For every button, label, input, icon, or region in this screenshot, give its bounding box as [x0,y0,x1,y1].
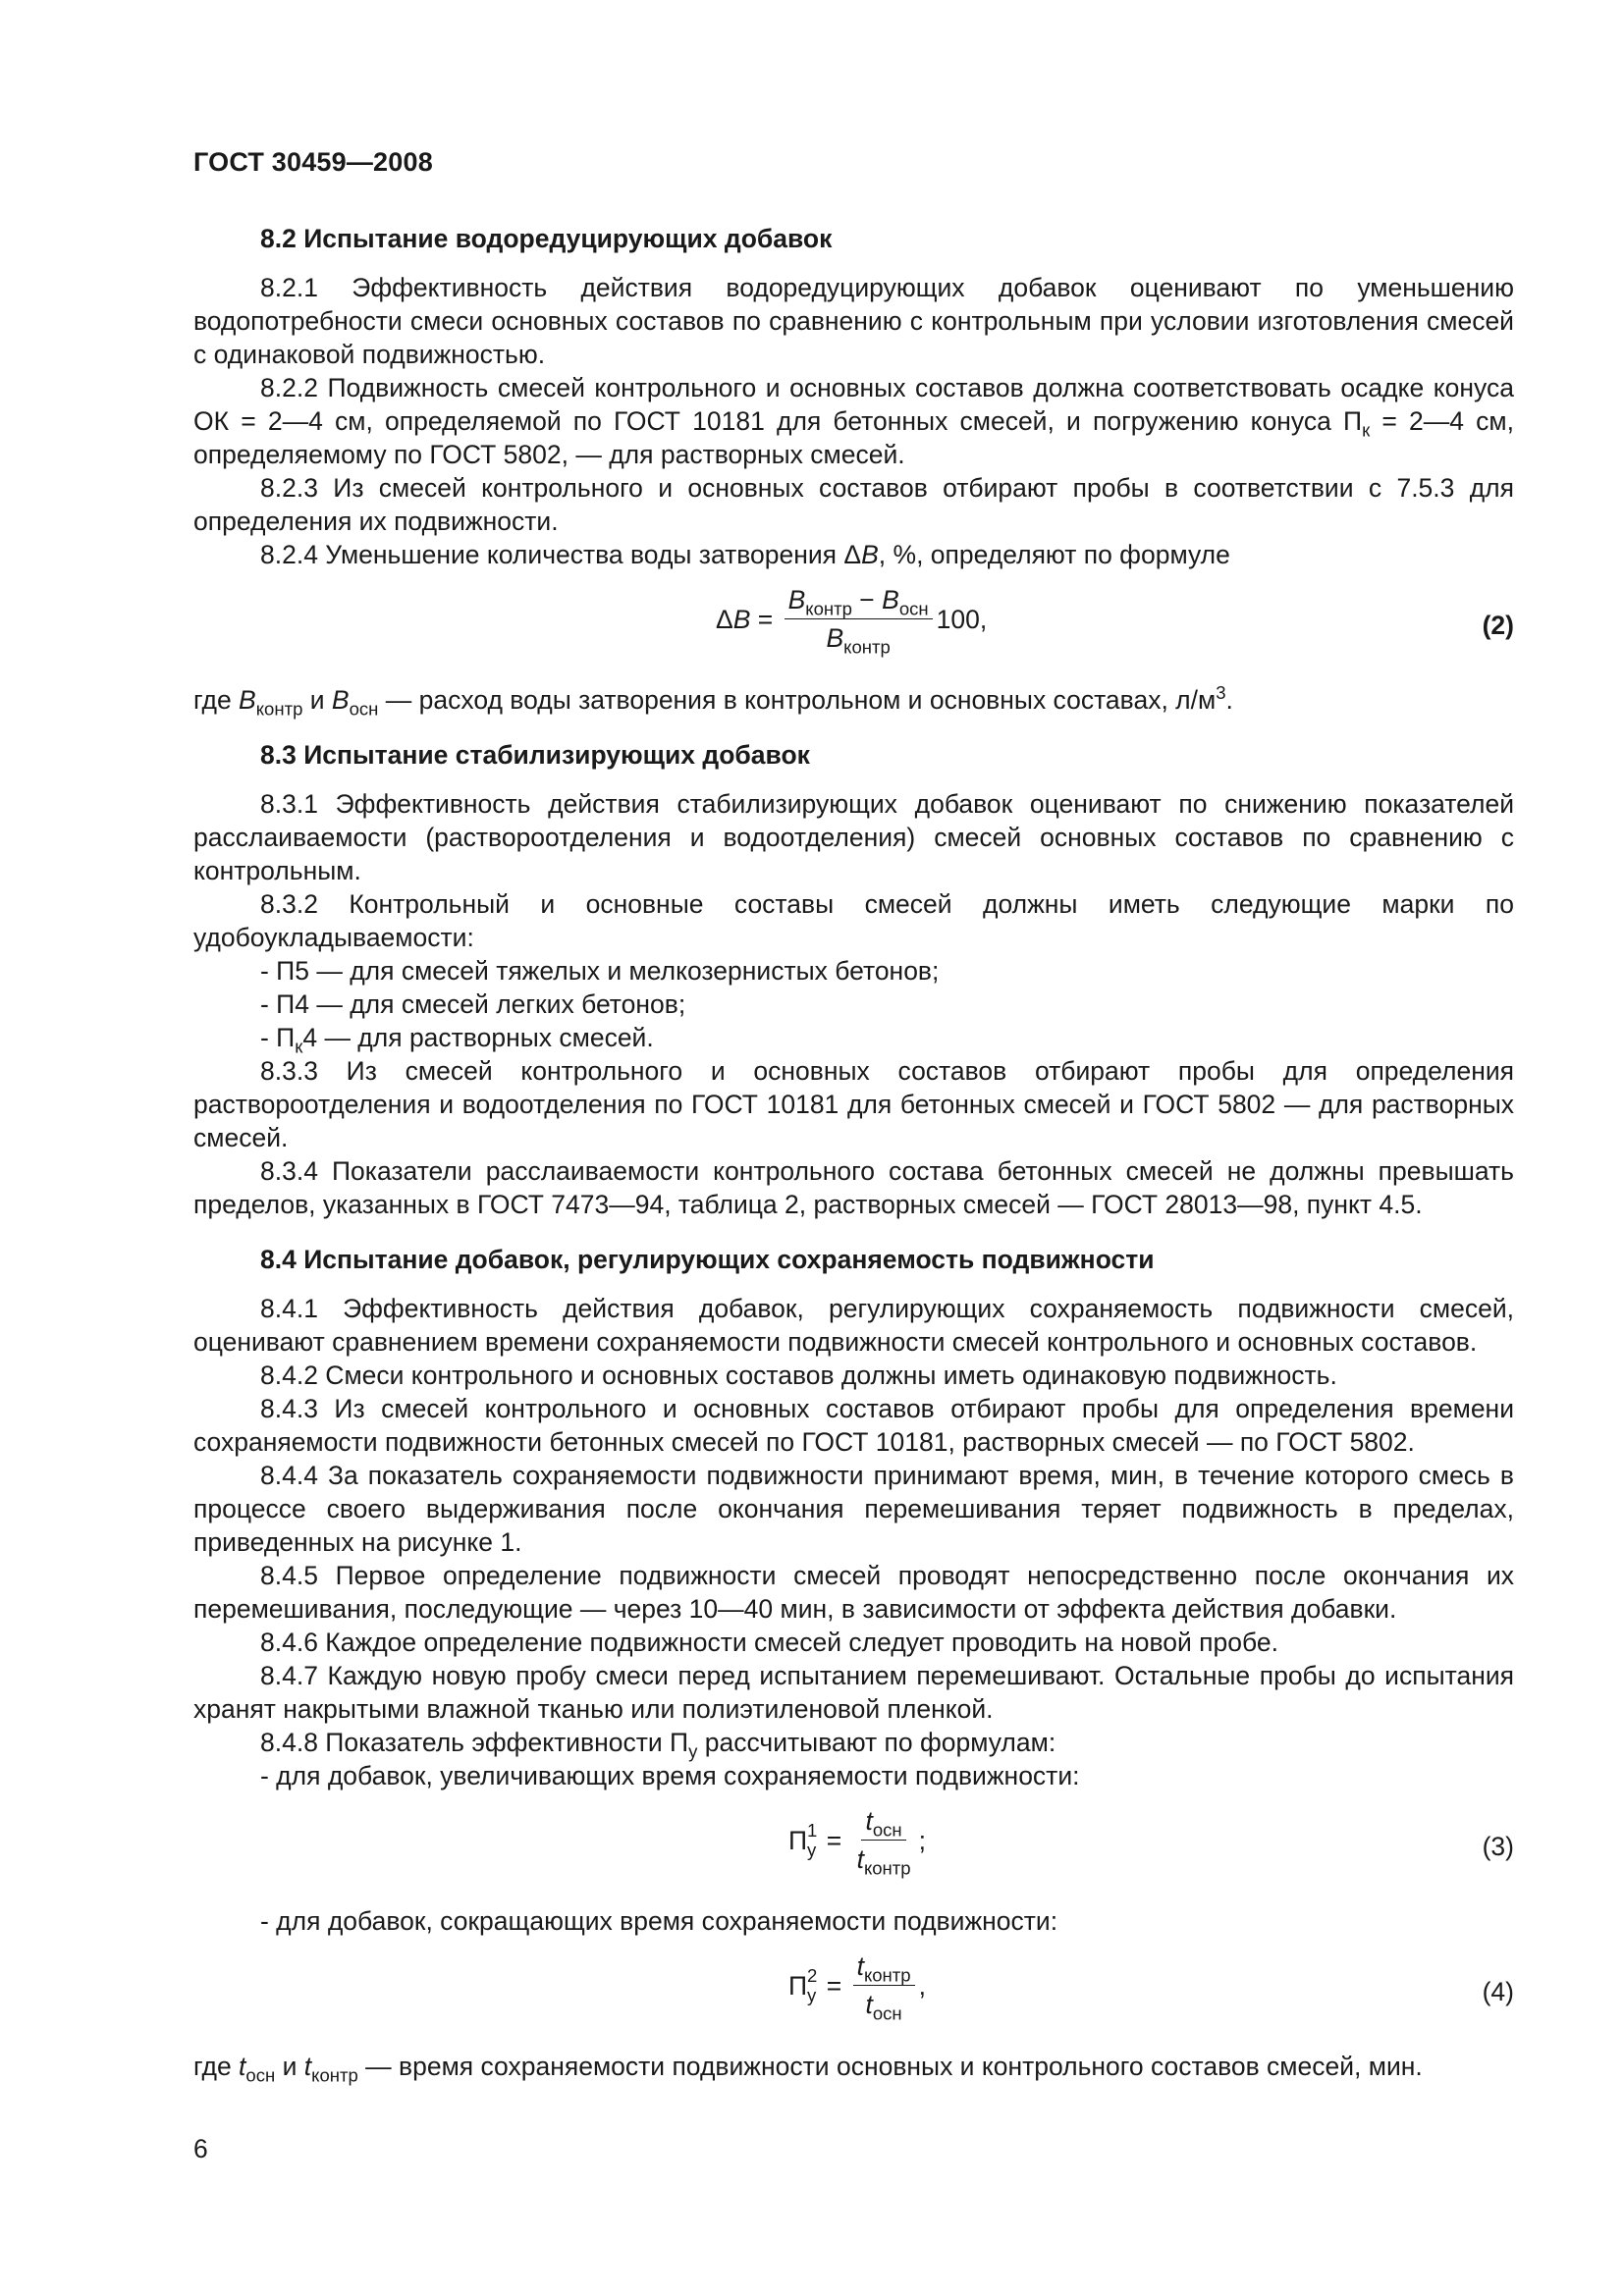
list-item: - $П_к4$ — для растворных смесей. [260,1023,654,1057]
paragraph-8-3-3: 8.3.3 Из смесей контрольного и основных составов отбирают пробы для определения раствороотделения и водоотделения по ГОСТ 10181 для бетонных смесей и ГОСТ 5802 — для растворных смесей. [193,1056,1514,1152]
list-item: - П5 — для смесей тяжелых и мелкозернистых бетонов; [260,956,940,986]
equation-number-4: (4) [1482,1977,1514,2006]
formula-2-legend: где $В_{контр}$ и $В_{осн}$ — расход воды затворения в контрольном и основных составах, $л/м^3$. [193,681,1233,720]
paragraph-8-4-2: 8.4.2 Смеси контрольного и основных составов должны иметь одинаковую подвижность. [260,1361,1337,1390]
list-item: - П4 — для смесей легких бетонов; [260,989,686,1019]
section-8-4-title: 8.4 Испытание добавок, регулирующих сохраняемость подвижности [260,1245,1155,1274]
formula-3: П 1 у = $\frac{t_{осн}}{t_{контр}}$ ; (3) [788,1806,1514,1879]
fraction: $\frac{t_{осн}}{t_{контр}}$ [856,1806,911,1879]
paragraph-8-3-4: 8.3.4 Показатели расслаиваемости контрольного состава бетонных смесей не должны превышать пределов, указанных в ГОСТ 7473—94, таблица 2, растворных смесей — ГОСТ 28013—98, пункт 4.5. [193,1156,1514,1219]
paragraph-8-4-1: 8.4.1 Эффективность действия добавок, регулирующих сохраняемость подвижности смесей, оценивают сравнением времени сохраняемости подвижности смесей контрольного и основных составов. [193,1294,1514,1357]
equation-number-3: (3) [1482,1832,1514,1861]
paragraph-8-3-1: 8.3.1 Эффективность действия стабилизирующих добавок оценивают по снижению показателей расслаиваемости (раствороотделения и водоотделения) смесей основных составов по сравнению с контрольным. [193,789,1514,885]
list-item: - для добавок, увеличивающих время сохраняемости подвижности: [260,1761,1080,1790]
paragraph-8-2-3: 8.2.3 Из смесей контрольного и основных составов отбирают пробы в соответствии с 7.5.3 для определения их подвижности. [193,473,1514,536]
paragraph-8-4-5: 8.4.5 Первое определение подвижности смесей проводят непосредственно после окончания их перемешивания, последующие — через 10—40 мин, в зависимости от эффекта действия добавки. [193,1561,1514,1624]
document-code: ГОСТ 30459—2008 [193,147,433,177]
paragraph-8-3-2: 8.3.2 Контрольный и основные составы смесей должны иметь следующие марки по удобоукладываемости: [193,889,1514,952]
page-number: 6 [193,2134,208,2163]
formula-4: П 2 у = $\frac{t_{контр}}{t_{осн}}$ , (4) [788,1951,1514,2024]
formula-3-4-legend: где $t_{осн}$ и $t_{контр}$ — время сохраняемости подвижности основных и контрольного составов смесей, мин. [193,2052,1423,2086]
page-content [193,222,1514,2086]
paragraph-8-4-3: 8.4.3 Из смесей контрольного и основных составов отбирают пробы для определения времени сохраняемости подвижности бетонных смесей по ГОСТ 10181, растворных смесей — по ГОСТ 5802. [193,1394,1514,1457]
formula-2: Δ В = $\frac{В_{контр} - В_{осн}}{В_{контр}}$ 100, (2) [716,585,1514,658]
paragraph-8-2-2: 8.2.2 Подвижность смесей контрольного и основных составов должна соответствовать осадке конуса ОК = 2—4 см, определяемой по ГОСТ 10181 для бетонных смесей, и погружению конуса $П_к$ = 2—4 см, определяемому по ГОСТ 5802, — для растворных смесей. [193,373,1514,469]
paragraph-8-4-6: 8.4.6 Каждое определение подвижности смесей следует проводить на новой пробе. [260,1628,1278,1657]
paragraph-8-4-4: 8.4.4 За показатель сохраняемости подвижности принимают время, мин, в течение которого смесь в процессе своего выдерживания после окончания перемешивания теряет подвижность в пределах, приведенных на рисунке 1. [193,1461,1514,1557]
paragraph-8-4-8: 8.4.8 Показатель эффективности $П_у$ рассчитывают по формулам: [260,1728,1056,1762]
list-item: - для добавок, сокращающих время сохраняемости подвижности: [260,1906,1058,1936]
section-8-2-title: 8.2 Испытание водоредуцирующих добавок [260,224,833,253]
fraction: $\frac{В_{контр} - В_{осн}}{В_{контр}}$ [785,583,933,655]
paragraph-8-2-4: 8.2.4 Уменьшение количества воды затворения ΔВ, %, определяют по формуле [260,540,1230,569]
paragraph-8-2-1: 8.2.1 Эффективность действия водоредуцирующих добавок оценивают по уменьшению водопотребности смеси основных составов по сравнению с контрольным при условии изготовления смесей с одинаковой подвижностью. [193,273,1514,369]
section-8-3-title: 8.3 Испытание стабилизирующих добавок [260,740,810,770]
paragraph-8-4-7: 8.4.7 Каждую новую пробу смеси перед испытанием перемешивают. Остальные пробы до испытания хранят накрытыми влажной тканью или полиэтиленовой пленкой. [193,1661,1514,1724]
equation-number-2: (2) [1482,611,1514,640]
fraction: $\frac{t_{контр}}{t_{осн}}$ [853,1949,915,2021]
